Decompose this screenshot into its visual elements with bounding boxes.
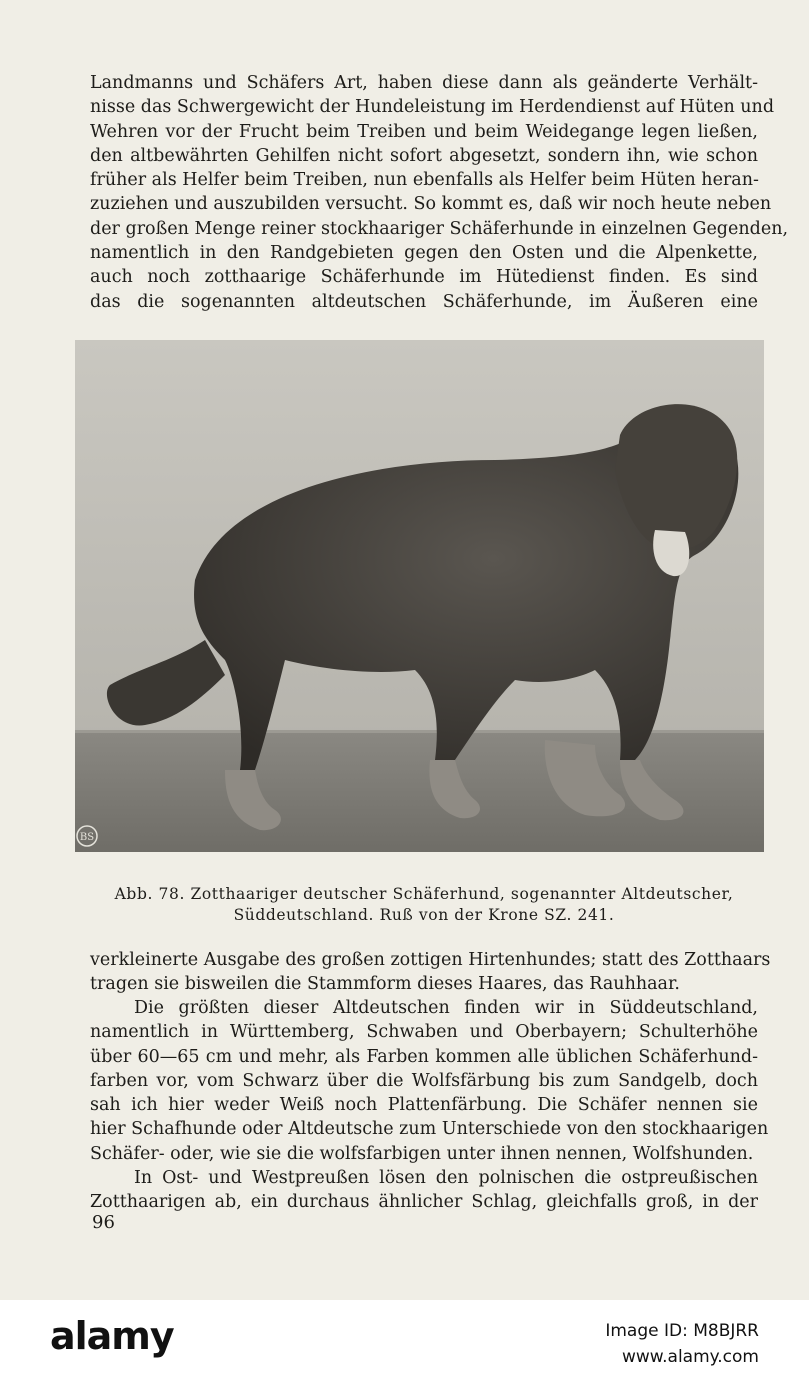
text-line: namentlich in den Randgebieten gegen den Osten und die Alpenkette, bbox=[90, 243, 758, 264]
bottom-paragraph-1 bbox=[90, 948, 771, 997]
caption-line: Abb. 78. Zotthaariger deutscher Schäferhund, sogenannter Altdeutscher, bbox=[114, 885, 734, 903]
text-line: verkleinerte Ausgabe des großen zottigen Hirtenhundes; statt des Zotthaars bbox=[90, 950, 771, 970]
figure-caption bbox=[90, 884, 758, 926]
text-line: früher als Helfer beim Treiben, nun ebenfalls als Helfer beim Hüten heran- bbox=[90, 170, 759, 191]
dog-photograph bbox=[75, 340, 764, 852]
photo-monogram: BS bbox=[79, 832, 95, 843]
image-id: Image ID: M8BJRR bbox=[605, 1321, 759, 1341]
text-line: Die größten dieser Altdeutschen finden wir in Süddeutschland, bbox=[134, 998, 758, 1018]
text-line: das die sogenannten altdeutschen Schäferhunde, im Äußeren eine bbox=[90, 291, 758, 312]
site-url: www.alamy.com bbox=[621, 1347, 759, 1367]
text-line: über 60—65 cm und mehr, als Farben kommen alle üblichen Schäferhund- bbox=[90, 1046, 758, 1067]
text-line: Landmanns und Schäfers Art, haben diese dann als geänderte Verhält- bbox=[90, 73, 758, 93]
text-line: tragen sie bisweilen die Stammform dieses Haares, das Rauhhaar. bbox=[90, 974, 680, 995]
text-line: namentlich in Württemberg, Schwaben und Oberbayern; Schulterhöhe bbox=[90, 1022, 758, 1043]
text-line: hier Schafhunde oder Altdeutsche zum Unterschiede von den stockhaarigen bbox=[90, 1119, 769, 1140]
text-line: zuziehen und auszubilden versucht. So kommt es, daß wir noch heute neben bbox=[90, 194, 772, 215]
text-line: der großen Menge reiner stockhaariger Schäferhunde in einzelnen Gegenden, bbox=[90, 218, 789, 239]
page-number: 96 bbox=[92, 1212, 115, 1233]
text-line: Zotthaarigen ab, ein durchaus ähnlicher Schlag, gleichfalls groß, in der bbox=[90, 1192, 758, 1213]
text-line: Wehren vor der Frucht beim Treiben und beim Weidegange legen ließen, bbox=[90, 121, 758, 142]
text-line: Schäfer- oder, wie sie die wolfsfarbigen unter ihnen nennen, Wolfshunden. bbox=[90, 1143, 754, 1164]
bottom-paragraph-3 bbox=[90, 1166, 758, 1215]
alamy-logo-icon: alamy bbox=[50, 1314, 174, 1358]
stock-watermark-bar bbox=[0, 1300, 809, 1390]
bottom-paragraph-2 bbox=[90, 996, 769, 1166]
top-paragraph bbox=[90, 71, 789, 314]
image-id-block bbox=[605, 1318, 759, 1370]
text-line: In Ost- und Westpreußen lösen den polnischen die ostpreußischen bbox=[134, 1168, 758, 1188]
text-line: auch noch zotthaarige Schäferhunde im Hütedienst finden. Es sind bbox=[90, 267, 758, 288]
text-line: den altbewährten Gehilfen nicht sofort abgesetzt, sondern ihn, wie schon bbox=[90, 145, 758, 166]
text-line: sah ich hier weder Weiß noch Plattenfärbung. Die Schäfer nennen sie bbox=[90, 1095, 758, 1116]
text-line: nisse das Schwergewicht der Hundeleistung im Herdendienst auf Hüten und bbox=[90, 97, 775, 118]
text-line: farben vor, vom Schwarz über die Wolfsfärbung bis zum Sandgelb, doch bbox=[90, 1070, 758, 1091]
caption-line: Süddeutschland. Ruß von der Krone SZ. 241. bbox=[233, 906, 615, 924]
